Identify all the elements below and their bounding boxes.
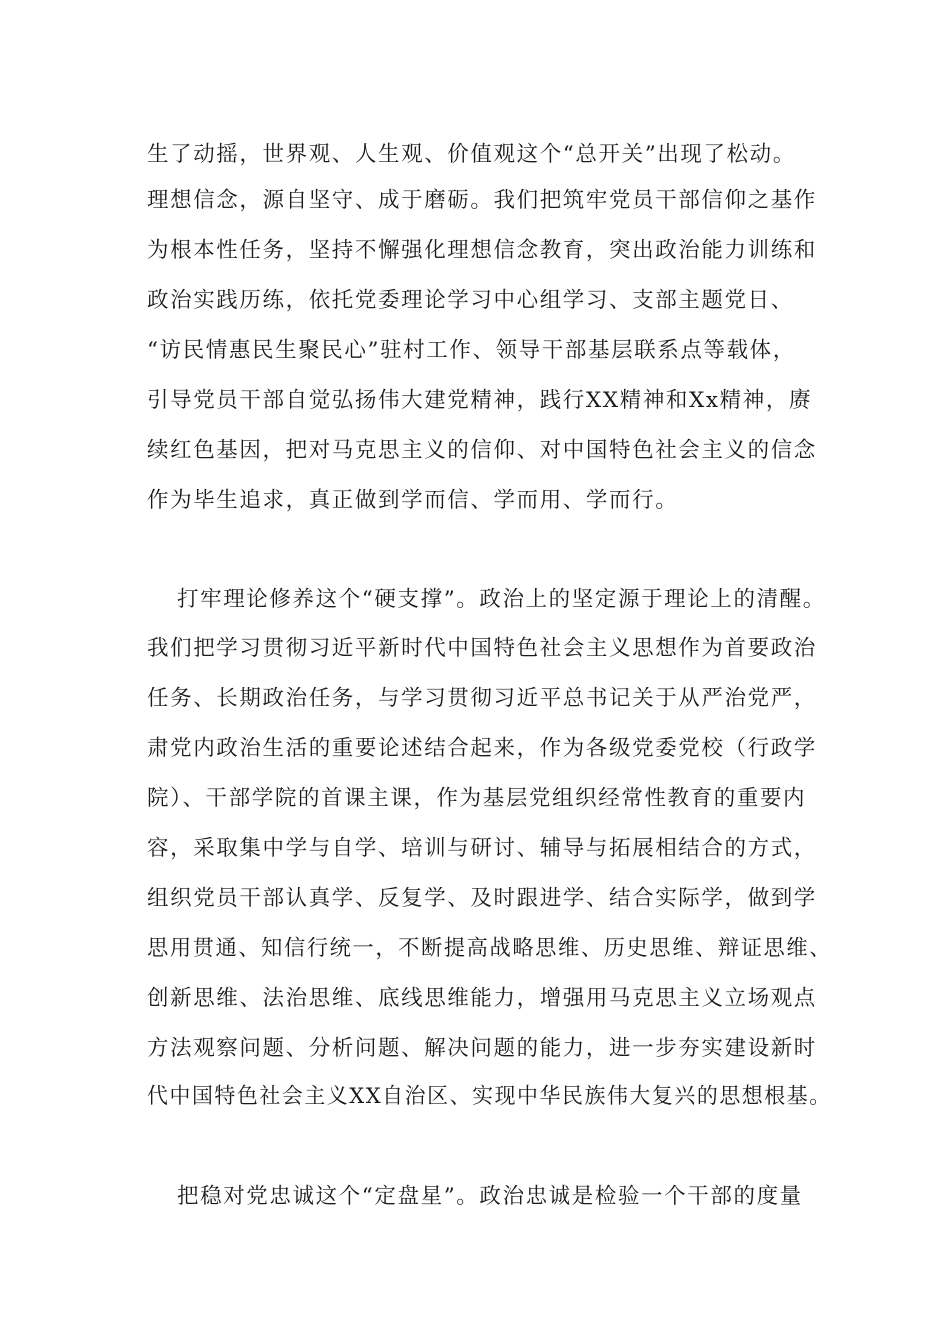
paragraph-1-line-4: 政治实践历练，依托党委理论学习中心组学习、支部主题党日、 xyxy=(147,288,794,313)
paragraph-2-line-4: 肃党内政治生活的重要论述结合起来，作为各级党委党校（行政学 xyxy=(147,736,817,761)
paragraph-3-line-1: 把稳对党忠诚这个“定盘星”。政治忠诚是检验一个干部的度量 xyxy=(177,1184,803,1209)
paragraph-1-line-7: 续红色基因，把对马克思主义的信仰、对中国特色社会主义的信念 xyxy=(147,438,817,463)
paragraph-1-line-5: “访民情惠民生聚民心”驻村工作、领导干部基层联系点等载体， xyxy=(147,338,796,363)
paragraph-2-line-3: 任务、长期政治任务，与学习贯彻习近平总书记关于从严治党严， xyxy=(147,686,817,711)
paragraph-1-line-6: 引导党员干部自觉弘扬伟大建党精神，践行XX精神和Xx精神，赓 xyxy=(147,388,813,413)
paragraph-2-line-1: 打牢理论修养这个“硬支撑”。政治上的坚定源于理论上的清醒。 xyxy=(177,587,826,612)
paragraph-2-line-8: 思用贯通、知信行统一，不断提高战略思维、历史思维、辩证思维、 xyxy=(147,936,833,961)
paragraph-2-line-5: 院）、干部学院的首课主课，作为基层党组织经常性教育的重要内 xyxy=(147,786,807,811)
paragraph-1-line-8: 作为毕生追求，真正做到学而信、学而用、学而行。 xyxy=(147,488,679,513)
paragraph-2-line-10: 方法观察问题、分析问题、解决问题的能力，进一步夯实建设新时 xyxy=(147,1036,817,1061)
paragraph-2-line-11: 代中国特色社会主义XX自治区、实现中华民族伟大复兴的思想根基。 xyxy=(147,1084,832,1109)
paragraph-1-line-3: 为根本性任务，坚持不懈强化理想信念教育，突出政治能力训练和 xyxy=(147,238,817,263)
paragraph-1-line-1: 生了动摇，世界观、人生观、价值观这个“总开关”出现了松动。 xyxy=(147,142,796,167)
paragraph-2-line-7: 组织党员干部认真学、反复学、及时跟进学、结合实际学，做到学 xyxy=(147,886,817,911)
paragraph-1-line-2: 理想信念，源自坚守、成于磨砺。我们把筑牢党员干部信仰之基作 xyxy=(147,188,817,213)
paragraph-2-line-2: 我们把学习贯彻习近平新时代中国特色社会主义思想作为首要政治 xyxy=(147,636,817,661)
paragraph-2-line-6: 容，采取集中学与自学、培训与研讨、辅导与拓展相结合的方式， xyxy=(147,836,817,861)
paragraph-2-line-9: 创新思维、法治思维、底线思维能力，增强用马克思主义立场观点 xyxy=(147,986,817,1011)
